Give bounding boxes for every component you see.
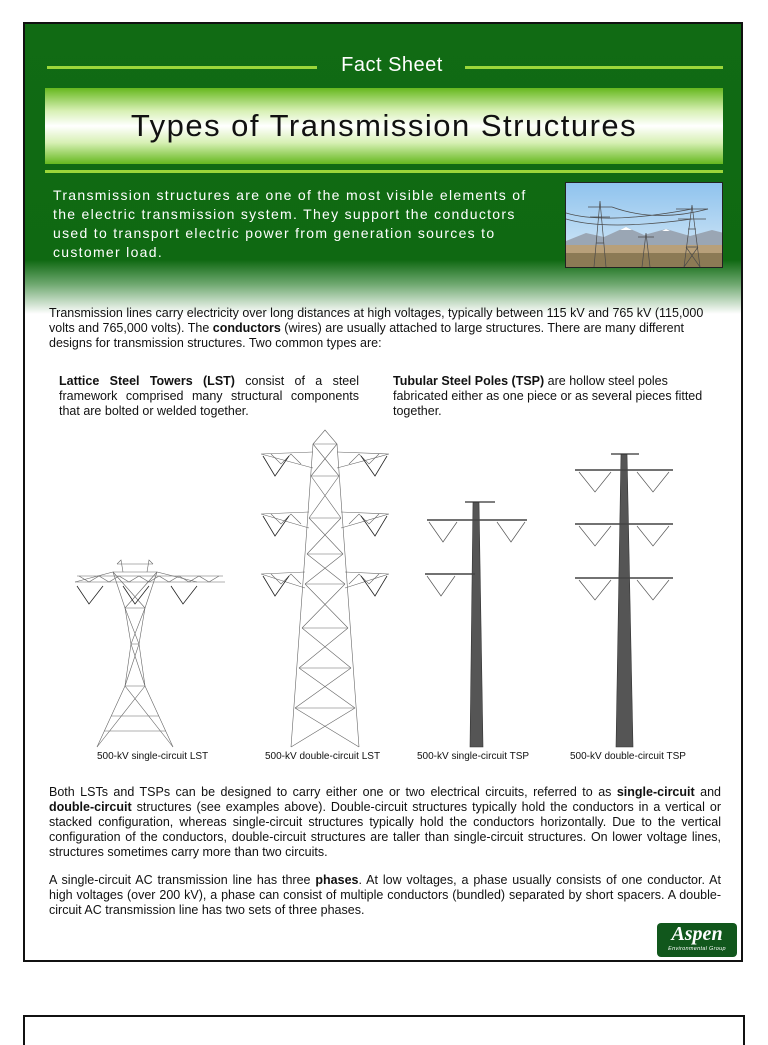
text-run: A single-circuit AC transmission line has three <box>49 873 316 887</box>
text-run: consist of a steel framework comprised many structural components that are bolted or welded together. <box>59 374 359 418</box>
text-run: . At low voltages, a phase usually consists of one conductor. At high voltages (over 200 kV), a phase can consist of multiple conductors (bundled) separated by short spacers. A double-circuit AC transmission line has two sets of three phases. <box>49 873 721 917</box>
tsp-single-illustration <box>425 502 527 747</box>
text-run: (wires) are usually attached to large structures. There are many different designs for transmission structures. Two common types are: <box>49 321 685 350</box>
fact-sheet-label: Fact Sheet <box>341 54 443 76</box>
caption-tsp-double: 500-kV double-circuit TSP <box>570 751 686 762</box>
structure-illustrations <box>25 24 741 784</box>
bold-term: conductors <box>212 321 281 335</box>
bold-term: double-circuit <box>49 800 132 814</box>
bold-term: Tubular Steel Poles (TSP) <box>393 374 545 388</box>
page-title: Types of Transmission Structures <box>130 108 638 143</box>
logo-wordmark: Aspen <box>671 923 723 945</box>
text-run: Transmission lines carry electricity over long distances at high voltages, typically between 115 kV and 765 kV (115,000 volts and 765,000 volts). The <box>49 306 704 335</box>
aspen-logo <box>657 923 737 957</box>
fact-sheet-page <box>23 22 743 962</box>
caption-lst-double: 500-kV double-circuit LST <box>265 751 381 762</box>
caption-tsp-single: 500-kV single-circuit TSP <box>417 751 530 762</box>
text-run: Both LSTs and TSPs can be designed to carry either one or two electrical circuits, referred to as <box>49 785 617 799</box>
next-page-edge <box>23 1015 745 1045</box>
paragraph-circuits <box>49 785 721 860</box>
lst-single-insulators <box>77 586 197 604</box>
text-run: are hollow steel poles fabricated either as one piece or as several pieces fitted together. <box>393 374 703 418</box>
bold-term: Lattice Steel Towers (LST) <box>59 374 235 388</box>
paragraph-phases <box>49 873 721 918</box>
intro-text: Transmission structures are one of the most visible elements of the electric transmission system. They support the conductors used to transport electric power from generation sources to customer load. <box>53 187 527 260</box>
logo-tagline: Environmental Group <box>668 946 726 952</box>
bold-term: single-circuit <box>616 785 695 799</box>
tsp-double-illustration <box>575 454 673 747</box>
caption-lst-single: 500-kV single-circuit LST <box>97 751 209 762</box>
lst-double-insulators <box>263 456 387 596</box>
text-run: and <box>694 785 721 799</box>
text-run: structures (see examples above). Double-circuit structures typically hold the conductors in a vertical or stacked configuration, whereas single-circuit structures typically hold the conductors horizontally. Due to the vertical configuration of the conductors, double-circuit structures are taller than single-circuit structures. On lower voltage lines, structures sometimes carry more than two circuits. <box>49 800 721 859</box>
lst-single-illustration <box>75 560 225 747</box>
bold-term: phases <box>315 873 359 887</box>
